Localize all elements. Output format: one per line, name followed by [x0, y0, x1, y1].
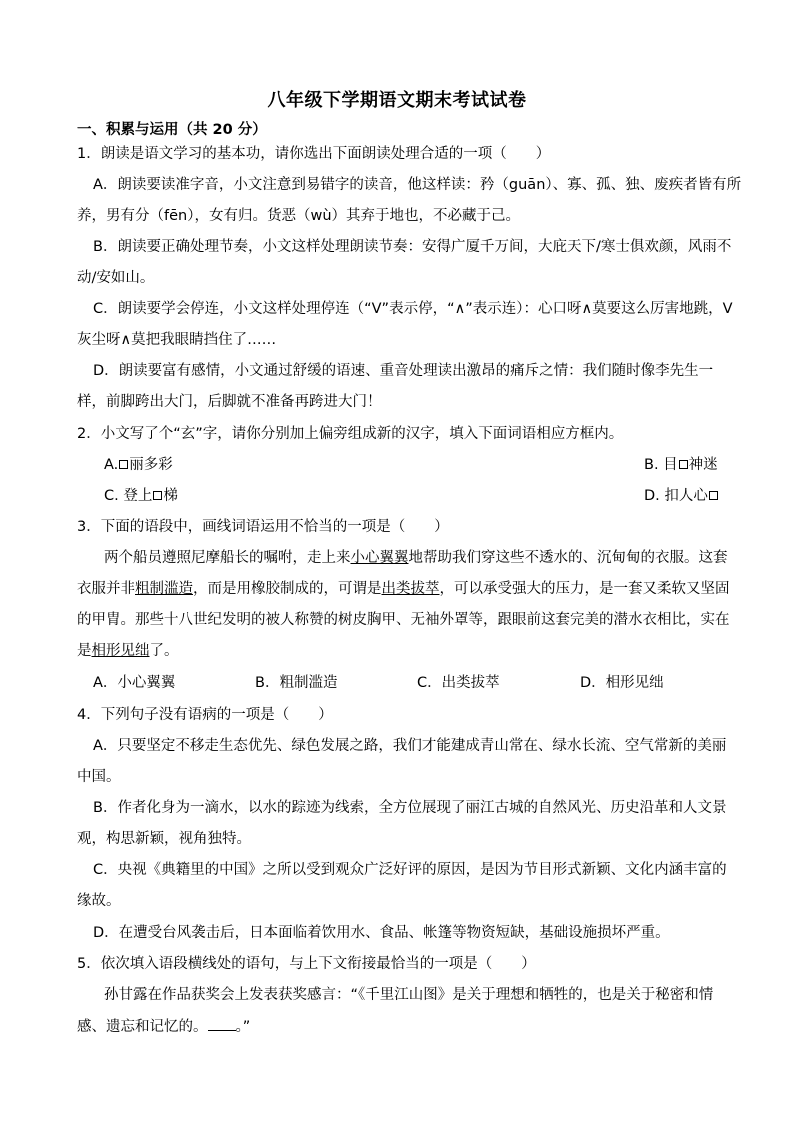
passage-text: 。” [235, 1019, 251, 1035]
q3-option-d: D．相形见绌 [580, 675, 664, 691]
passage-text: 两个船员遵照尼摩船长的嘱咐，走上来 [104, 550, 351, 566]
question-2-stem: 2．小文写了个“玄”字，请你分别加上偏旁组成新的汉字，填入下面词语相应方框内。 [77, 426, 624, 442]
passage-text: 了。 [149, 643, 179, 659]
q1-option-d-line1: D．朗读要富有感情，小文通过舒缓的语速、重音处理读出激昂的痛斥之情：我们随时像李先生一 [93, 363, 714, 379]
q4-option-c-line1: C．央视《典籍里的中国》之所以受到观众广泛好评的原因，是因为节目形式新颖、文化内涵丰富的 [93, 862, 727, 878]
q1-option-a-line1: A．朗读要读准字音，小文注意到易错字的读音，他这样读：矜（guān）、寡、孤、独、废疾者皆有所 [93, 177, 742, 193]
q1-option-b-line1: B．朗读要正确处理节奏，小文这样处理朗读节奏：安得广厦千万间，大庇天下/寒士俱欢颜，风雨不 [93, 239, 732, 255]
q3-passage-line1 [104, 548, 728, 568]
passage-text: 衣服并非 [77, 581, 135, 597]
q4-option-b-line1: B．作者化身为一滴水，以水的踪迹为线索，全方位展现了丽江古城的自然风光、历史沿革和人文景 [93, 800, 727, 816]
question-3-stem: 3．下面的语段中，画线词语运用不恰当的一项是（ ） [77, 519, 449, 535]
question-1-stem: 1．朗读是语文学习的基本功，请你选出下面朗读处理合适的一项（ ） [77, 146, 551, 162]
q4-option-d-line1: D．在遭受台风袭击后，日本面临着饮用水、食品、帐篷等物资短缺，基础设施损坏严重。 [93, 925, 670, 941]
underlined-phrase: 出类拔萃 [381, 581, 440, 597]
q2-option-c-text: 梯 [163, 488, 178, 504]
blank-box-icon [153, 491, 162, 500]
blank-box-icon [679, 460, 688, 469]
q2-option-c-prefix: C. 登上 [104, 488, 153, 504]
q1-option-c-line1: C．朗读要学会停连，小文这样处理停连（“V”表示停，“∧”表示连）：心口呀∧莫要这么厉害地跳，V [93, 301, 733, 317]
q1-option-b-line2: 动/安如山。 [77, 270, 155, 286]
q4-option-c-line2: 缘故。 [77, 893, 121, 909]
q3-passage-line4 [77, 641, 179, 661]
underlined-phrase: 小心翼翼 [350, 550, 409, 566]
question-5-stem: 5．依次填入语段横线处的语句，与上下文衔接最恰当的一项是（ ） [77, 956, 536, 972]
q3-option-b: B．粗制滥造 [255, 675, 338, 691]
underlined-phrase: 粗制滥造 [135, 581, 193, 597]
q3-option-a: A．小心翼翼 [93, 675, 176, 691]
q4-option-b-line2: 观，构思新颖，视角独特。 [77, 831, 251, 847]
q2-option-b-prefix: B. 目 [644, 457, 678, 473]
page-title: 八年级下学期语文期末考试试卷 [267, 90, 527, 111]
passage-text: 地帮助我们穿这些不透水的、沉甸甸的衣服。这套 [408, 550, 728, 566]
q2-option-b [644, 455, 718, 475]
underlined-phrase: 相形见绌 [91, 643, 150, 659]
q4-option-a-line1: A．只要坚定不移走生态优先、绿色发展之路，我们才能建成青山常在、绿水长流、空气常新的美丽 [93, 738, 727, 754]
q2-option-a-text: 丽多彩 [129, 457, 173, 473]
q5-passage-line1: 孙甘露在作品获奖会上发表获奖感言：“《千里江山图》是关于理想和牺牲的，也是关于秘密和情 [104, 987, 714, 1003]
section-heading: 一、积累与运用（共 20 分） [77, 122, 267, 138]
q2-option-a [104, 455, 173, 475]
question-4-stem: 4．下列句子没有语病的一项是（ ） [77, 707, 333, 723]
passage-text: ，而是用橡胶制成的，可谓是 [193, 581, 382, 597]
q1-option-d-line2: 样，前脚跨出大门，后脚就不准备再跨进大门！ [77, 394, 382, 410]
q5-passage-line2 [77, 1016, 250, 1037]
blank-box-icon [709, 491, 718, 500]
q3-option-c: C．出类拔萃 [417, 675, 500, 691]
q2-option-a-prefix: A. [104, 457, 119, 473]
q2-option-d [644, 486, 719, 506]
q2-option-c [104, 486, 178, 506]
q4-option-a-line2: 中国。 [77, 769, 121, 785]
passage-text: 感、遗忘和记忆的。 [77, 1019, 208, 1035]
passage-text: 是 [77, 643, 92, 659]
passage-text: ，可以承受强大的压力，是一套又柔软又坚固 [439, 581, 730, 597]
q2-option-b-text: 神迷 [688, 457, 718, 473]
q1-option-a-line2: 养，男有分（fēn），女有归。货恶（wù）其弃于地也，不必藏于己。 [77, 208, 521, 224]
q3-passage-line3: 的甲胄。那些十八世纪发明的被人称赞的树皮胸甲、无袖外罩等，跟眼前这套完美的潜水衣相比，实在 [77, 612, 730, 628]
q3-passage-line2 [77, 579, 730, 599]
blank-box-icon [119, 460, 128, 469]
q2-option-d-prefix: D. 扣人心 [644, 488, 708, 504]
q1-option-c-line2: 灰尘呀∧莫把我眼睛挡住了…… [77, 332, 277, 348]
fill-blank-line [208, 1016, 236, 1031]
